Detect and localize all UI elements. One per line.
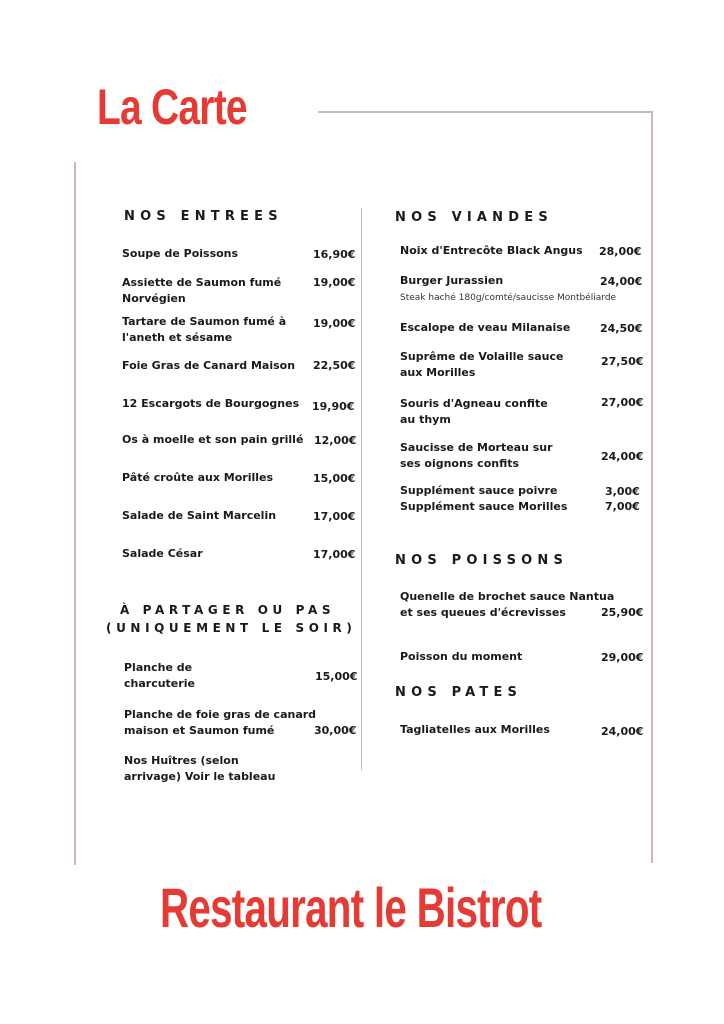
menu-item-price: 3,00€ bbox=[605, 485, 640, 498]
section-subtitle-partager: (UNIQUEMENT LE SOIR) bbox=[106, 621, 357, 635]
menu-item-name: Tagliatelles aux Morilles bbox=[400, 723, 550, 736]
menu-item-name: Poisson du moment bbox=[400, 650, 523, 663]
menu-item-description: Steak haché 180g/comté/saucisse Montbéliarde bbox=[400, 293, 617, 303]
section-title-entrees: NOS ENTREES bbox=[124, 209, 283, 224]
menu-item-name: Supplément sauce Morilles bbox=[400, 500, 568, 513]
menu-item-name: Souris d'Agneau confite au thym bbox=[400, 397, 548, 426]
menu-item-name: Soupe de Poissons bbox=[122, 247, 239, 260]
column-divider bbox=[361, 208, 362, 770]
menu-item-name: Planche de charcuterie bbox=[124, 661, 195, 690]
menu-item-price: 27,00€ bbox=[601, 396, 644, 409]
menu-item-name: Planche de foie gras de canard maison et Saumon fumé bbox=[124, 708, 317, 737]
frame-top-line bbox=[318, 111, 653, 113]
menu-item-name: Os à moelle et son pain grillé bbox=[122, 433, 304, 446]
menu-item-price: 22,50€ bbox=[313, 359, 356, 372]
menu-item-price: 7,00€ bbox=[605, 500, 640, 513]
section-title-viandes: NOS VIANDES bbox=[395, 210, 553, 225]
section-title-partager: À PARTAGER OU PAS bbox=[120, 603, 336, 617]
menu-item-price: 17,00€ bbox=[313, 548, 356, 561]
menu-item-price: 16,90€ bbox=[313, 248, 356, 261]
menu-item-name: Saucisse de Morteau sur ses oignons confits bbox=[400, 441, 553, 470]
menu-item-price: 12,00€ bbox=[314, 434, 357, 447]
menu-item-name: Tartare de Saumon fumé à l'aneth et sésame bbox=[122, 315, 287, 344]
menu-item-price: 24,00€ bbox=[600, 275, 643, 288]
section-title-poissons: NOS POISSONS bbox=[395, 553, 569, 568]
menu-item-price: 19,00€ bbox=[313, 276, 356, 289]
menu-item-name: Escalope de veau Milanaise bbox=[400, 321, 571, 334]
menu-item-price: 17,00€ bbox=[313, 510, 356, 523]
menu-item-price: 29,00€ bbox=[601, 651, 644, 664]
menu-item-price: 19,00€ bbox=[313, 317, 356, 330]
menu-item-name: Quenelle de brochet sauce Nantua et ses queues d'écrevisses bbox=[400, 590, 615, 619]
page-title: La Carte bbox=[97, 79, 247, 135]
menu-item-name: Supplément sauce poivre bbox=[400, 484, 558, 497]
menu-item-name: Salade César bbox=[122, 547, 203, 560]
menu-item-price: 15,00€ bbox=[315, 670, 358, 683]
menu-item-name: Nos Huîtres (selon arrivage) Voir le tableau bbox=[124, 754, 276, 783]
menu-item-price: 25,90€ bbox=[601, 606, 644, 619]
menu-item-price: 30,00€ bbox=[314, 724, 357, 737]
menu-item-price: 24,00€ bbox=[601, 450, 644, 463]
restaurant-name: Restaurant le Bistrot bbox=[160, 876, 542, 939]
menu-item-price: 27,50€ bbox=[601, 355, 644, 368]
menu-item-price: 24,00€ bbox=[601, 725, 644, 738]
menu-item-name: Suprême de Volaille sauce aux Morilles bbox=[400, 350, 564, 379]
menu-item-name: 12 Escargots de Bourgognes bbox=[122, 397, 300, 410]
menu-item-price: 24,50€ bbox=[600, 322, 643, 335]
menu-item-price: 15,00€ bbox=[313, 472, 356, 485]
menu-item-name: Pâté croûte aux Morilles bbox=[122, 471, 274, 484]
menu-item-name: Noix d'Entrecôte Black Angus bbox=[400, 244, 583, 257]
frame-left-line bbox=[74, 162, 76, 865]
frame-right-line bbox=[651, 111, 653, 863]
menu-item-price: 19,90€ bbox=[312, 400, 355, 413]
section-title-pates: NOS PATES bbox=[395, 685, 523, 700]
menu-item-name: Burger Jurassien bbox=[400, 274, 504, 287]
menu-item-price: 28,00€ bbox=[599, 245, 642, 258]
menu-item-name: Assiette de Saumon fumé Norvégien bbox=[122, 276, 282, 305]
menu-item-name: Salade de Saint Marcelin bbox=[122, 509, 277, 522]
menu-item-name: Foie Gras de Canard Maison bbox=[122, 359, 296, 372]
